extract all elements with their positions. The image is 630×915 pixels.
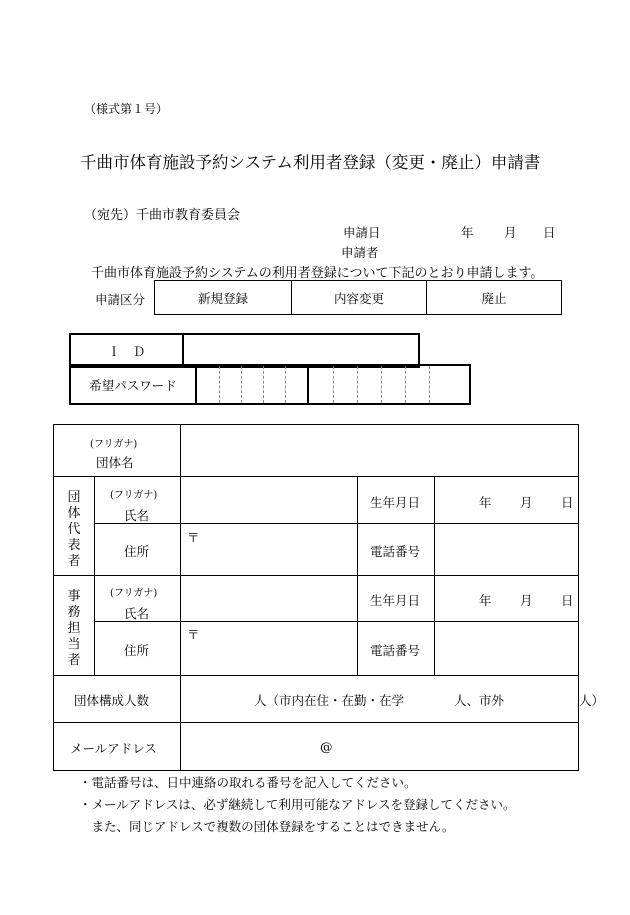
intro-text: 千曲市体育施設予約システムの利用者登録について下記のとおり申請します。 (91, 266, 544, 281)
rep-name-label: 氏名 (124, 508, 150, 523)
addressee: （宛先）千曲市教育委員会 (84, 208, 241, 223)
password-box (69, 364, 471, 405)
registration-table (53, 424, 605, 771)
id-label: Ｉ Ｄ (71, 335, 184, 366)
contact-name-label: 氏名 (124, 606, 150, 621)
option-new-registration[interactable]: 新規登録 (155, 281, 292, 314)
contact-birth-label: 生年月日 (370, 593, 421, 608)
rep-name-input[interactable] (181, 477, 356, 523)
contact-phone-input[interactable] (435, 622, 578, 675)
id-box (69, 333, 420, 368)
application-type-label: 申請区分 (95, 292, 146, 307)
rep-phone-label: 電話番号 (370, 544, 421, 559)
application-type-options (154, 280, 562, 315)
email-label: メールアドレス (70, 741, 157, 756)
rep-address-input[interactable] (181, 524, 356, 575)
note-phone: ・電話番号は、日中連絡の取れる番号を記入してください。 (79, 775, 417, 790)
contact-postal-mark: 〒 (187, 627, 200, 642)
contact-birth-day: 日 (561, 593, 574, 608)
date-month-unit: 月 (504, 225, 517, 240)
rep-furigana-label: (フリガナ) (110, 490, 158, 501)
date-day-unit: 日 (543, 225, 556, 240)
group-name-label: 団体名 (96, 455, 134, 470)
contact-phone-label: 電話番号 (370, 643, 421, 658)
contact-label: 事務担当者 (67, 589, 81, 668)
rep-birth-year: 年 (479, 495, 492, 510)
contact-birth-month: 月 (520, 593, 533, 608)
rep-phone-input[interactable] (435, 524, 578, 575)
contact-birth-year: 年 (479, 593, 492, 608)
group-furigana-label: (フリガナ) (90, 439, 138, 450)
contact-address-label: 住所 (124, 643, 150, 658)
date-label: 申請日 (343, 225, 381, 240)
rep-birth-month: 月 (520, 495, 533, 510)
contact-address-input[interactable] (181, 622, 356, 675)
applicant-label: 申請者 (341, 245, 379, 260)
note-email: ・メールアドレスは、必ず継続して利用可能なアドレスを登録してください。 (79, 797, 516, 812)
group-name-input[interactable] (181, 425, 578, 476)
rep-address-label: 住所 (124, 544, 150, 559)
rep-postal-mark: 〒 (187, 530, 200, 545)
password-input-2[interactable] (309, 366, 469, 403)
representative-label: 団体代表者 (67, 490, 81, 569)
date-year-unit: 年 (461, 225, 474, 240)
password-input-1[interactable] (197, 366, 309, 403)
rep-birth-day: 日 (561, 495, 574, 510)
contact-furigana-label: (フリガナ) (110, 588, 158, 599)
members-label: 団体構成人数 (74, 693, 150, 708)
option-change-content[interactable]: 内容変更 (292, 281, 427, 314)
email-input[interactable] (181, 723, 578, 770)
password-label: 希望パスワード (71, 366, 197, 403)
members-text: 人（市内在住・在勤・在学 人、市外 人） (254, 693, 605, 708)
id-input[interactable] (184, 335, 418, 366)
form-number: （様式第１号） (84, 102, 169, 116)
email-at-sign: @ (320, 739, 333, 754)
option-abolish[interactable]: 廃止 (481, 290, 507, 306)
contact-name-input[interactable] (181, 576, 356, 621)
rep-birth-label: 生年月日 (370, 495, 421, 510)
note-email-duplicate: また、同じアドレスで複数の団体登録をすることはできません。 (79, 819, 455, 834)
form-title: 千曲市体育施設予約システム利用者登録（変更・廃止）申請書 (80, 153, 541, 172)
